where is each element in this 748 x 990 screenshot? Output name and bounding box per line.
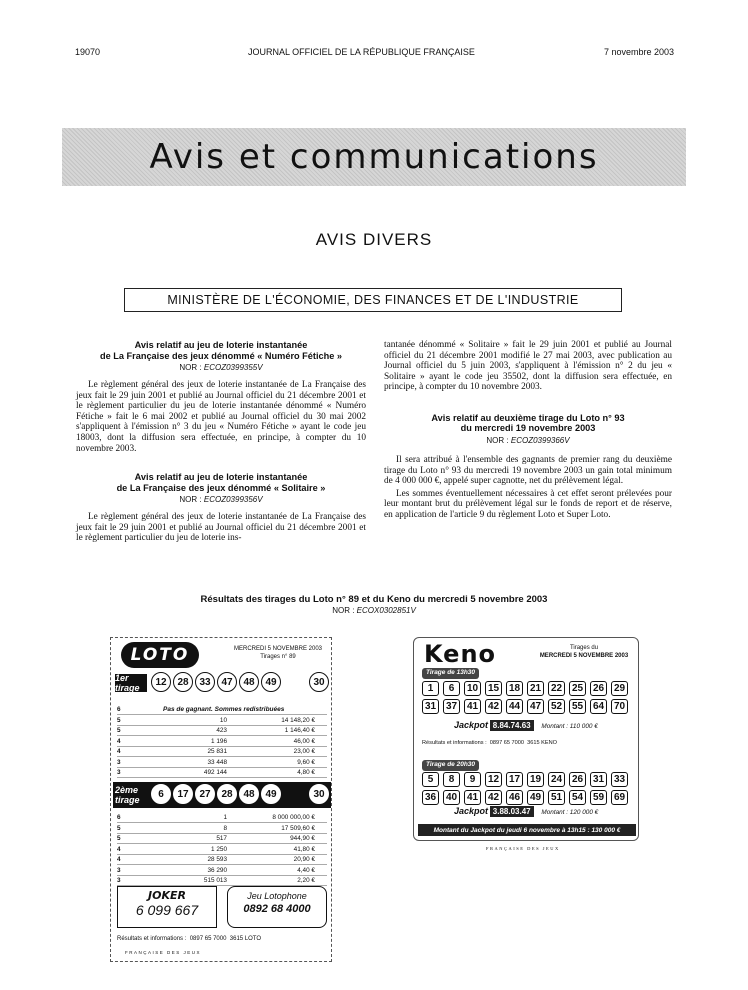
loto-ball: 27 (195, 784, 215, 804)
prize-rank: 5 (117, 835, 121, 842)
loto-draw1 (113, 670, 331, 696)
winner-count: 517 (216, 835, 227, 842)
a3-p2: Les sommes éventuellement nécessaires à cet effet seront prélevées pour leur montant brut du prélèvement légal sur le fonds de report et de réserve, en application de l'article 9 du règlement Loto et Super Loto. (384, 488, 672, 520)
keno-number: 29 (611, 681, 628, 696)
winner-count: 28 593 (207, 856, 227, 863)
loto-logo: LOTO (121, 642, 199, 668)
keno-number: 24 (548, 772, 565, 787)
lotophone-label: Jeu Lotophone (247, 891, 307, 901)
joker-logo: JOKER (148, 889, 186, 902)
prize-amount: 46,00 € (293, 737, 315, 745)
keno-ticket (413, 637, 639, 841)
banner-title: Avis et communications (149, 137, 599, 177)
left-column (76, 340, 366, 546)
prize-rank: 3 (117, 877, 121, 884)
draw1-label: 1er tirage (115, 674, 147, 692)
keno-number: 42 (485, 699, 502, 714)
loto-ticket (110, 637, 332, 962)
loto-date: MERCREDI 5 NOVEMBRE 2003 Tirages n° 89 (233, 646, 323, 660)
keno-number: 9 (464, 772, 481, 787)
prize-row (117, 877, 327, 886)
fdj-logo: FRANÇAISE DES JEUX (125, 950, 202, 955)
keno-number: 41 (464, 790, 481, 805)
loto-ball: 33 (195, 672, 215, 692)
prize-amount: 41,80 € (293, 845, 315, 853)
prize-row (117, 814, 327, 823)
no-winner-note: Pas de gagnant. Sommes redistribuées (163, 706, 285, 713)
keno-info: Résultats et informations : 0897 65 7000 3615 KENO (422, 740, 557, 746)
keno-number: 52 (548, 699, 565, 714)
prize-row (117, 738, 327, 747)
prize-row (117, 825, 327, 834)
winner-count: 1 (223, 814, 227, 821)
prize-row (117, 706, 327, 715)
keno-number: 6 (443, 681, 460, 696)
loto-ball: 48 (239, 672, 259, 692)
keno-number: 17 (506, 772, 523, 787)
a1-nor: NOR : ECOZ0399355V (179, 363, 263, 372)
keno-number: 47 (527, 699, 544, 714)
loto-ball: 48 (239, 784, 259, 804)
a3-title: Avis relatif au deuxième tirage du Loto n° 93 du mercredi 19 novembre 2003 (431, 412, 625, 434)
keno-number: 36 (422, 790, 439, 805)
keno-number: 64 (590, 699, 607, 714)
prize-rank: 3 (117, 758, 121, 766)
keno-jackpot-bar: Montant du Jackpot du jeudi 6 novembre à 13h15 : 130 000 € (418, 824, 636, 836)
prize-amount: 1 146,40 € (284, 727, 315, 734)
prize-amount: 23,00 € (293, 748, 315, 755)
prize-amount: 17 509,60 € (281, 824, 315, 832)
keno-fdj-logo: FRANÇAISE DES JEUX (486, 846, 560, 851)
keno-number: 69 (611, 790, 628, 805)
keno-number: 26 (569, 772, 586, 787)
keno-number: 70 (611, 699, 628, 714)
journal-title: JOURNAL OFFICIEL DE LA RÉPUBLIQUE FRANÇAISE (248, 47, 475, 57)
prize-amount: 9,60 € (297, 758, 315, 766)
loto-ball: 28 (173, 672, 193, 692)
prize-row (117, 759, 327, 768)
keno-number: 19 (527, 772, 544, 787)
loto-ball: 28 (217, 784, 237, 804)
keno-evening-label: Tirage de 20h30 (422, 760, 479, 771)
prize-amount: 2,20 € (297, 877, 315, 884)
joker-number: 6 099 667 (135, 902, 199, 918)
keno-number: 31 (590, 772, 607, 787)
a3-nor: NOR : ECOZ0399366V (486, 435, 570, 445)
lotophone-box (227, 886, 327, 928)
prize-rank: 5 (117, 824, 121, 832)
section-title: AVIS DIVERS (315, 230, 433, 249)
keno-number: 10 (464, 681, 481, 696)
draw2-label: 2ème tirage (115, 786, 147, 804)
keno-number: 33 (611, 772, 628, 787)
prize-rank: 5 (117, 716, 121, 724)
prize-row (117, 867, 327, 876)
keno-date: Tirages du MERCREDI 5 NOVEMBRE 2003 (539, 645, 629, 659)
a3-p1: Il sera attribué à l'ensemble des gagnants de premier rang du deuxième tirage du Loto n° 93 du mercredi 19 novembre 2003 un gain total minimum de 4 000 000 €, appelé super cagnotte, net du prélèvement légal. (384, 454, 672, 487)
joker-box (117, 886, 217, 928)
keno-number: 46 (506, 790, 523, 805)
keno-number: 22 (548, 681, 565, 696)
loto-ball: 12 (151, 672, 171, 692)
keno-number: 12 (485, 772, 502, 787)
prize-rank: 4 (117, 845, 121, 853)
keno-number: 15 (485, 681, 502, 696)
results-nor: NOR : ECOX0302851V (332, 606, 416, 615)
loto-ball: 49 (261, 784, 281, 804)
prize-rank: 4 (117, 856, 121, 863)
keno-number: 25 (569, 681, 586, 696)
loto-info: Résultats et informations : 0897 65 7000 3615 LOTO (117, 936, 262, 942)
keno-number: 54 (569, 790, 586, 805)
prize-rank: 6 (117, 814, 121, 821)
prize-rank: 3 (117, 769, 121, 776)
a1-body: Le règlement général des jeux de loterie instantanée de La Française des jeux fait le 29 juin 2001 et publié au Journal officiel du 21 décembre 2001 et le règlement particulier du jeu de loterie instantanée dénommé « Numéro Fétiche » fait le 6 mai 2002 et publié au Journal officiel du 30 mai 2002 s'appliquent à l'émission n° 3 du jeu « Numéro Fétiche » ayant le code jeu 18003, dont la diffusion sera effectuée, en principe, à compter du 10 novembre 2003. (76, 380, 366, 454)
prize-row (117, 769, 327, 778)
winner-count: 1 196 (211, 737, 227, 745)
winner-count: 1 250 (211, 845, 227, 853)
winner-count: 8 (223, 824, 227, 832)
keno-midday-label: Tirage de 13h30 (422, 668, 479, 679)
results-title: Résultats des tirages du Loto n° 89 et du Keno du mercredi 5 novembre 2003 (200, 594, 548, 605)
keno-number: 55 (569, 699, 586, 714)
winner-count: 33 448 (207, 758, 227, 766)
loto-ball: 47 (217, 672, 237, 692)
lotophone-number: 0892 68 4000 (243, 903, 311, 915)
right-column (384, 340, 672, 523)
winner-count: 25 831 (207, 748, 227, 755)
keno-evening-jackpot: Jackpot 3.88.03.47 Montant : 120 000 € (454, 806, 599, 816)
keno-number: 41 (464, 699, 481, 714)
winner-count: 10 (219, 716, 227, 724)
keno-number: 8 (443, 772, 460, 787)
keno-number: 37 (443, 699, 460, 714)
loto-ball: 17 (173, 784, 193, 804)
loto-draw2 (113, 782, 331, 808)
prize-rank: 4 (117, 748, 121, 755)
loto-complementary-ball: 30 (309, 672, 329, 692)
prize-row (117, 846, 327, 855)
prize-row (117, 717, 327, 726)
a1-title: Avis relatif au jeu de loterie instantanée de La Française des jeux dénommé « Numéro Fétiche » (99, 340, 343, 361)
keno-midday-jackpot: Jackpot 8.84.74.63 Montant : 110 000 € (454, 720, 598, 730)
prize-amount: 944,90 € (290, 835, 315, 842)
keno-number: 44 (506, 699, 523, 714)
keno-number: 1 (422, 681, 439, 696)
prize-amount: 8 000 000,00 € (272, 814, 315, 821)
winner-count: 423 (216, 727, 227, 734)
header-date: 7 novembre 2003 (604, 47, 675, 57)
keno-number: 5 (422, 772, 439, 787)
keno-number: 31 (422, 699, 439, 714)
prize-amount: 4,80 € (297, 769, 315, 776)
keno-number: 42 (485, 790, 502, 805)
prize-rank: 3 (117, 866, 121, 874)
page-number: 19070 (75, 47, 101, 57)
a2-nor: NOR : ECOZ0399356V (179, 495, 263, 505)
prize-amount: 4,40 € (297, 866, 315, 874)
a2-title: Avis relatif au jeu de loterie instantanée de La Française des jeux dénommé « Solitaire » (116, 472, 326, 493)
prize-row (117, 835, 327, 844)
keno-number: 26 (590, 681, 607, 696)
prize-amount: 14 148,20 € (281, 716, 315, 724)
winner-count: 36 290 (207, 866, 227, 874)
loto-ball: 49 (261, 672, 281, 692)
keno-number: 51 (548, 790, 565, 805)
keno-number: 21 (527, 681, 544, 696)
prize-row (117, 748, 327, 757)
section-banner (62, 128, 686, 186)
loto-complementary-ball: 30 (309, 784, 329, 804)
keno-number: 40 (443, 790, 460, 805)
a2-continued: tantanée dénommé « Solitaire » fait le 29 juin 2001 et publié au Journal officiel du 21 décembre 2001 modifié le 27 mai 2003, avec publication au Journal officiel du 5 juin 2003, s'appliquent à l'émission n° 2 du jeu « Solitaire » ayant le code jeu 35502, dont la diffusion sera effectuée, en principe, à compter du 10 novembre 2003. (384, 340, 672, 393)
winner-count: 492 144 (203, 769, 227, 776)
prize-rank: 5 (117, 727, 121, 734)
prize-rank: 4 (117, 737, 121, 745)
prize-row (117, 856, 327, 865)
winner-count: 515 013 (203, 877, 227, 884)
keno-number: 18 (506, 681, 523, 696)
a2-body: Le règlement général des jeux de loterie instantanée de La Française des jeux fait le 29 juin 2001 et publié au Journal officiel du 21 décembre 2001 et le règlement particulier du jeu de loterie ins- (76, 512, 366, 544)
keno-number: 59 (590, 790, 607, 805)
prize-amount: 20,90 € (293, 856, 315, 863)
ministry-box: MINISTÈRE DE L'ÉCONOMIE, DES FINANCES ET DE L'INDUSTRIE (124, 288, 622, 312)
loto-ball: 6 (151, 784, 171, 804)
keno-logo: Keno (424, 640, 497, 668)
keno-number: 49 (527, 790, 544, 805)
prize-rank: 6 (117, 706, 121, 713)
prize-row (117, 727, 327, 736)
